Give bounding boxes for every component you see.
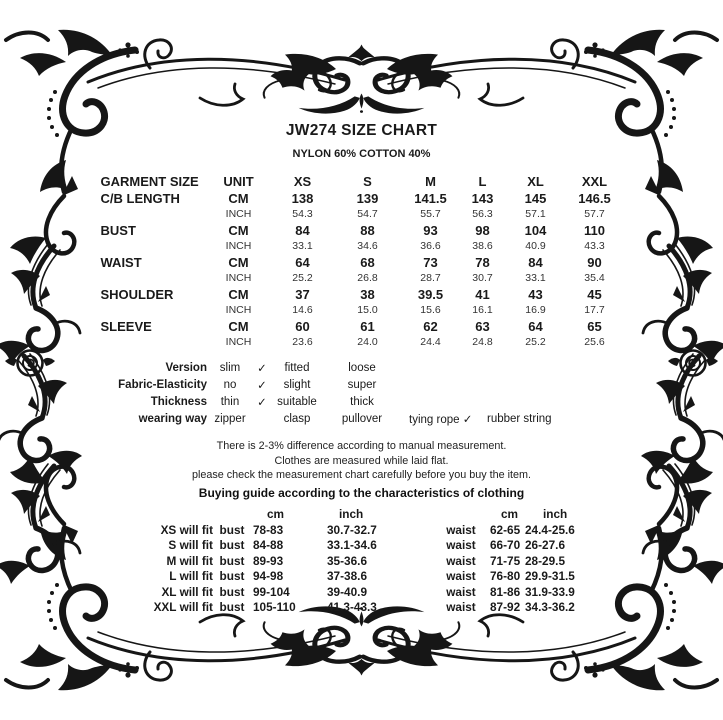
fit-label: XL will fit: [161, 584, 213, 599]
fit-label: M will fit: [166, 553, 213, 568]
measurement-label: WAIST: [100, 254, 142, 270]
body-part-label: waist: [446, 584, 476, 599]
value-cell-m: 36.6: [420, 240, 441, 252]
value-cell-l: 41: [475, 286, 490, 302]
fit-label: L will fit: [169, 569, 213, 584]
fabric-composition: NYLON 60% COTTON 40%: [292, 148, 431, 160]
bust-inch-range: 37-38.6: [327, 569, 368, 584]
bust-cm-range: 105-110: [253, 600, 296, 615]
value-cell-xs: 64: [295, 254, 310, 270]
checkmark-cell: ✓: [257, 362, 267, 375]
page-title: JW274 SIZE CHART: [285, 122, 438, 139]
guide-col-header-cm: cm: [501, 507, 519, 522]
waist-inch-range: 34.3-36.2: [525, 600, 575, 615]
attribute-option: suitable: [277, 395, 317, 408]
size-table-header-row: [101, 173, 623, 190]
size-table-row: [101, 206, 623, 222]
buying-guide-row: [108, 538, 599, 554]
buying-guide-row: [108, 522, 599, 538]
spacer-cell: [405, 522, 437, 538]
measurement-label: [101, 334, 207, 350]
waist-inch-range: 28-29.5: [525, 553, 566, 568]
measurement-label: [101, 238, 207, 254]
value-cell-xl: 64: [528, 318, 543, 334]
unit-cell: CM: [228, 318, 249, 334]
measurement-label: SHOULDER: [100, 286, 174, 302]
value-cell-s: 26.8: [357, 272, 378, 284]
attribute-option: thick: [350, 395, 374, 408]
buying-guide-row: [108, 584, 599, 600]
size-table-row: [101, 222, 623, 238]
value-cell-s: 61: [360, 318, 375, 334]
size-table-row: [101, 318, 623, 334]
attribute-option: [481, 393, 561, 410]
bust-inch-range: 30.7-32.7: [327, 522, 377, 537]
waist-inch-range: 29.9-31.5: [525, 569, 575, 584]
waist-cm-range: 71-75: [490, 553, 521, 568]
attribute-row: [90, 376, 561, 393]
col-header-unit: UNIT: [223, 174, 254, 189]
checkmark-cell: ✓: [257, 379, 267, 392]
value-cell-l: 98: [475, 222, 490, 238]
attribute-option: [401, 393, 481, 410]
value-cell-m: 55.7: [420, 208, 441, 220]
bust-inch-range: 39-40.9: [327, 584, 368, 599]
waist-cm-range: 66-70: [490, 538, 521, 553]
value-cell-l: 24.8: [472, 336, 493, 348]
size-table-row: [101, 270, 623, 286]
fit-label: XXL will fit: [153, 600, 213, 615]
bust-inch-range: 33.1-34.6: [327, 538, 377, 553]
value-cell-xs: 138: [291, 190, 314, 206]
value-cell-s: 54.7: [357, 208, 378, 220]
value-cell-xs: 14.6: [292, 304, 313, 316]
size-table-row: [101, 334, 623, 350]
guide-col-header-inch: inch: [339, 507, 364, 522]
value-cell-l: 63: [475, 318, 490, 334]
attribute-option: [481, 376, 561, 393]
value-cell-m: 141.5: [414, 190, 447, 206]
value-cell-xxl: 45: [587, 286, 602, 302]
attribute-option: clasp: [283, 412, 311, 425]
value-cell-s: 38: [360, 286, 375, 302]
size-table-row: [101, 190, 623, 206]
unit-cell: INCH: [225, 272, 252, 284]
size-chart: [0, 121, 723, 615]
buying-guide-row: [108, 569, 599, 585]
value-cell-m: 28.7: [420, 272, 441, 284]
fit-label: S will fit: [168, 538, 213, 553]
size-table-row: [101, 302, 623, 318]
guide-col-header-inch: inch: [543, 507, 568, 522]
measurement-notes: [0, 439, 723, 502]
measurement-label: [101, 270, 207, 286]
spacer-cell: [405, 600, 437, 616]
value-cell-xs: 25.2: [292, 272, 313, 284]
body-part-label: bust: [219, 538, 245, 553]
waist-cm-range: 81-86: [490, 584, 521, 599]
body-part-label: bust: [219, 553, 245, 568]
body-part-label: waist: [446, 553, 476, 568]
waist-inch-range: 24.4-25.6: [525, 522, 575, 537]
value-cell-xxl: 17.7: [584, 304, 605, 316]
value-cell-s: 34.6: [357, 240, 378, 252]
value-cell-m: 73: [423, 254, 438, 270]
value-cell-l: 30.7: [472, 272, 493, 284]
measurement-label: BUST: [100, 222, 136, 238]
checkmark-cell: ✓: [257, 396, 267, 409]
value-cell-xxl: 35.4: [584, 272, 605, 284]
waist-inch-range: 26-27.6: [525, 538, 566, 553]
unit-cell: CM: [228, 222, 249, 238]
attributes-table: [90, 359, 561, 427]
size-table-row: [101, 286, 623, 302]
bust-cm-range: 78-83: [253, 522, 284, 537]
bust-cm-range: 99-104: [253, 584, 290, 599]
value-cell-xs: 54.3: [292, 208, 313, 220]
value-cell-s: 88: [360, 222, 375, 238]
spacer-cell: [405, 538, 437, 554]
value-cell-xl: 40.9: [525, 240, 546, 252]
value-cell-xxl: 90: [587, 254, 602, 270]
attribute-option: zipper: [214, 412, 246, 425]
value-cell-m: 93: [423, 222, 438, 238]
buying-guide-row: [108, 600, 599, 616]
value-cell-l: 143: [471, 190, 494, 206]
value-cell-m: 62: [423, 318, 438, 334]
attribute-option: rubber string: [487, 412, 552, 425]
value-cell-xxl: 43.3: [584, 240, 605, 252]
value-cell-m: 15.6: [420, 304, 441, 316]
note-line: please check the measurement chart carefully before you buy the item.: [191, 469, 532, 481]
body-part-label: bust: [219, 522, 245, 537]
value-cell-l: 78: [475, 254, 490, 270]
spacer-cell: [405, 584, 437, 600]
col-header-m: M: [425, 174, 436, 189]
attribute-option: no: [223, 378, 237, 391]
measurement-label: [101, 206, 207, 222]
guide-col-header-cm: cm: [267, 507, 285, 522]
value-cell-xl: 84: [528, 254, 543, 270]
attribute-option: tying rope ✓: [409, 413, 473, 426]
body-part-label: waist: [446, 569, 476, 584]
value-cell-m: 39.5: [417, 286, 444, 302]
value-cell-l: 38.6: [472, 240, 493, 252]
attribute-option: slight: [283, 378, 311, 391]
body-part-label: waist: [446, 522, 476, 537]
value-cell-xl: 57.1: [525, 208, 546, 220]
value-cell-xs: 60: [295, 318, 310, 334]
unit-cell: CM: [228, 286, 249, 302]
buying-guide-row: [108, 553, 599, 569]
body-part-label: bust: [219, 584, 245, 599]
value-cell-xxl: 146.5: [578, 190, 611, 206]
value-cell-l: 56.3: [472, 208, 493, 220]
col-header-xs: XS: [293, 174, 312, 189]
unit-cell: INCH: [225, 304, 252, 316]
value-cell-m: 24.4: [420, 336, 441, 348]
value-cell-s: 139: [356, 190, 379, 206]
unit-cell: CM: [228, 254, 249, 270]
note-line: Clothes are measured while laid flat.: [274, 454, 449, 467]
bust-inch-range: 41.3-43.3: [327, 600, 377, 615]
bust-cm-range: 89-93: [253, 553, 284, 568]
unit-cell: CM: [228, 190, 249, 206]
attribute-option: slim: [219, 361, 241, 374]
attribute-row: [90, 359, 561, 376]
attribute-option: [481, 359, 561, 376]
value-cell-s: 24.0: [357, 336, 378, 348]
value-cell-xs: 37: [295, 286, 310, 302]
unit-cell: INCH: [225, 240, 252, 252]
value-cell-l: 16.1: [472, 304, 493, 316]
size-table: [101, 173, 623, 350]
bust-cm-range: 84-88: [253, 538, 284, 553]
attribute-label: Thickness: [150, 395, 207, 408]
spacer-cell: [405, 553, 437, 569]
waist-cm-range: 87-92: [490, 600, 521, 615]
checkmark-cell: [253, 410, 271, 427]
fit-label: XS will fit: [160, 522, 213, 537]
attribute-option: [401, 359, 481, 376]
buying-guide-heading: Buying guide according to the characteristics of clothing: [198, 485, 525, 500]
body-part-label: bust: [219, 569, 245, 584]
body-part-label: waist: [446, 600, 476, 615]
bust-cm-range: 94-98: [253, 569, 284, 584]
attribute-label: Fabric-Elasticity: [118, 378, 207, 391]
buying-guide-header-row: [108, 507, 599, 523]
value-cell-xxl: 65: [587, 318, 602, 334]
value-cell-s: 15.0: [357, 304, 378, 316]
size-table-row: [101, 254, 623, 270]
spacer-cell: [405, 569, 437, 585]
value-cell-xl: 43: [528, 286, 543, 302]
attribute-option: fitted: [284, 361, 310, 374]
value-cell-xl: 25.2: [525, 336, 546, 348]
attribute-row: [90, 393, 561, 410]
unit-cell: INCH: [225, 336, 252, 348]
buying-guide-table: [108, 507, 599, 616]
waist-inch-range: 31.9-33.9: [525, 584, 575, 599]
value-cell-xl: 104: [524, 222, 547, 238]
attribute-row: [90, 410, 561, 427]
attribute-option: [401, 376, 481, 393]
value-cell-xxl: 57.7: [584, 208, 605, 220]
attribute-option: super: [347, 378, 377, 391]
attribute-option: pullover: [341, 412, 383, 425]
attribute-label: wearing way: [138, 412, 207, 425]
attribute-label: Version: [165, 361, 207, 374]
col-header-s: S: [363, 174, 372, 189]
body-part-label: waist: [446, 538, 476, 553]
attribute-option: thin: [220, 395, 240, 408]
body-part-label: bust: [219, 600, 245, 615]
attribute-option: loose: [348, 361, 376, 374]
value-cell-xl: 16.9: [525, 304, 546, 316]
bust-inch-range: 35-36.6: [327, 553, 368, 568]
waist-cm-range: 62-65: [490, 522, 521, 537]
col-header-xxl: XXL: [581, 174, 608, 189]
value-cell-s: 68: [360, 254, 375, 270]
col-header-xl: XL: [527, 174, 544, 189]
waist-cm-range: 76-80: [490, 569, 521, 584]
value-cell-xxl: 25.6: [584, 336, 605, 348]
size-table-row: [101, 238, 623, 254]
col-header-l: L: [478, 174, 487, 189]
value-cell-xxl: 110: [584, 222, 605, 238]
measurement-label: C/B LENGTH: [100, 190, 180, 206]
note-line: There is 2-3% difference according to manual measurement.: [216, 440, 507, 452]
value-cell-xs: 33.1: [292, 240, 313, 252]
value-cell-xl: 33.1: [525, 272, 546, 284]
measurement-label: [101, 302, 207, 318]
col-header-garment-size: GARMENT SIZE: [100, 174, 199, 189]
value-cell-xs: 23.6: [292, 336, 313, 348]
value-cell-xs: 84: [295, 222, 310, 238]
unit-cell: INCH: [225, 208, 252, 220]
measurement-label: SLEEVE: [100, 318, 152, 334]
value-cell-xl: 145: [524, 190, 547, 206]
